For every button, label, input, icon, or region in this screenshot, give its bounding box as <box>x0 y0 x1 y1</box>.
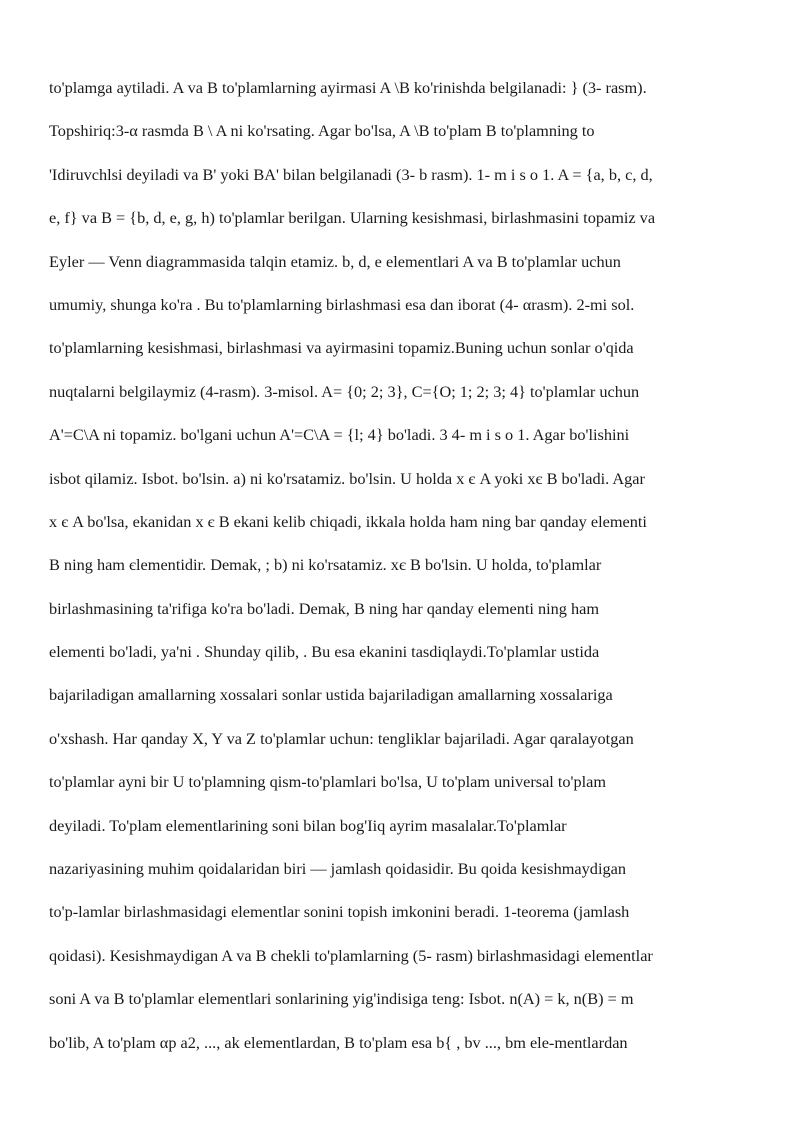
text-line: birlashmasining ta'rifiga ko'ra bo'ladi. Demak, B ning har qanday elementi ning ham <box>49 598 600 618</box>
text-line: soni A va B to'plamlar elementlari sonlarining yig'indisiga teng: Isbot. n(A) = k, n(B) = m <box>49 989 634 1009</box>
text-line: umumiy, shunga ko'ra . Bu to'plamlarning birlashmasi esa dan iborat (4- αrasm). 2-mi sol. <box>49 294 635 314</box>
text-line: A'=C\A ni topamiz. bo'lgani uchun A'=C\A = {l; 4} bo'ladi. 3 4- m i s o 1. Agar bo'lishini <box>49 425 630 445</box>
text-line: to'p-lamlar birlashmasidagi elementlar sonini topish imkonini beradi. 1-teorema (jamlash <box>49 902 630 922</box>
text-line: x є A bo'lsa, ekanidan x є B ekani kelib chiqadi, ikkala holda ham ning bar qanday elementi <box>49 511 647 531</box>
text-line: to'plamga aytiladi. A va B to'plamlarning ayirmasi A \B ko'rinishda belgilanadi: } (3- rasm). <box>49 78 647 97</box>
text-line: elementi bo'ladi, ya'ni . Shunday qilib, . Bu esa ekanini tasdiqlaydi.To'plamlar ustida <box>49 642 600 662</box>
text-line: nuqtalarni belgilaymiz (4-rasm). 3-misol. A= {0; 2; 3}, C={O; 1; 2; 3; 4} to'plamlar uchun <box>49 381 640 401</box>
text-line: qoidasi). Kesishmaydigan A va B chekli to'plamlarning (5- rasm) birlashmasidagi elementlar <box>49 945 653 965</box>
text-line: Topshiriq:3-α rasmda B \ A ni ko'rsating. Agar bo'lsa, A \B to'plam B to'plamning to <box>49 121 595 141</box>
text-line: deyiladi. To'plam elementlarining soni bilan bog'Iiq ayrim masalalar.To'plamlar <box>49 815 567 835</box>
text-line: to'plamlarning kesishmasi, birlashmasi va ayirmasini topamiz.Buning uchun sonlar o'qida <box>49 338 634 358</box>
text-line: o'xshash. Har qanday X, Y va Z to'plamlar uchun: tengliklar bajariladi. Agar qaralayotgan <box>49 728 634 748</box>
text-line: to'plamlar ayni bir U to'plamning qism-to'plamlari bo'lsa, U to'plam universal to'plam <box>49 772 607 792</box>
text-line: bo'lib, A to'plam αp a2, ..., ak elementlardan, B to'plam esa b{ , bv ..., bm ele-mentlardan <box>49 1032 628 1052</box>
text-line: e, f} va B = {b, d, e, g, h) to'plamlar berilgan. Ularning kesishmasi, birlashmasini topamiz va <box>49 208 656 228</box>
text-line: Eyler — Venn diagrammasida talqin etamiz. b, d, e elementlari A va B to'plamlar uchun <box>49 251 621 271</box>
text-line: isbot qilamiz. Isbot. bo'lsin. a) ni ko'rsatamiz. bo'lsin. U holda x є A yoki xє B bo'ladi. Agar <box>49 468 645 488</box>
text-line: bajariladigan amallarning xossalari sonlar ustida bajariladigan amallarning xossalariga <box>49 685 613 705</box>
text-line: B ning ham єlementidir. Demak, ; b) ni ko'rsatamiz. xє B bo'lsin. U holda, to'plamlar <box>49 555 602 575</box>
text-line: nazariyasining muhim qoidalaridan biri — jamlash qoidasidir. Bu qoida kesishmaydigan <box>49 859 626 879</box>
text-line: 'Idiruvchlsi deyiladi va B' yoki BA' bilan belgilanadi (3- b rasm). 1- m i s o 1. A = {a, b, c, d, <box>49 164 653 184</box>
body-text <box>49 71 769 1069</box>
